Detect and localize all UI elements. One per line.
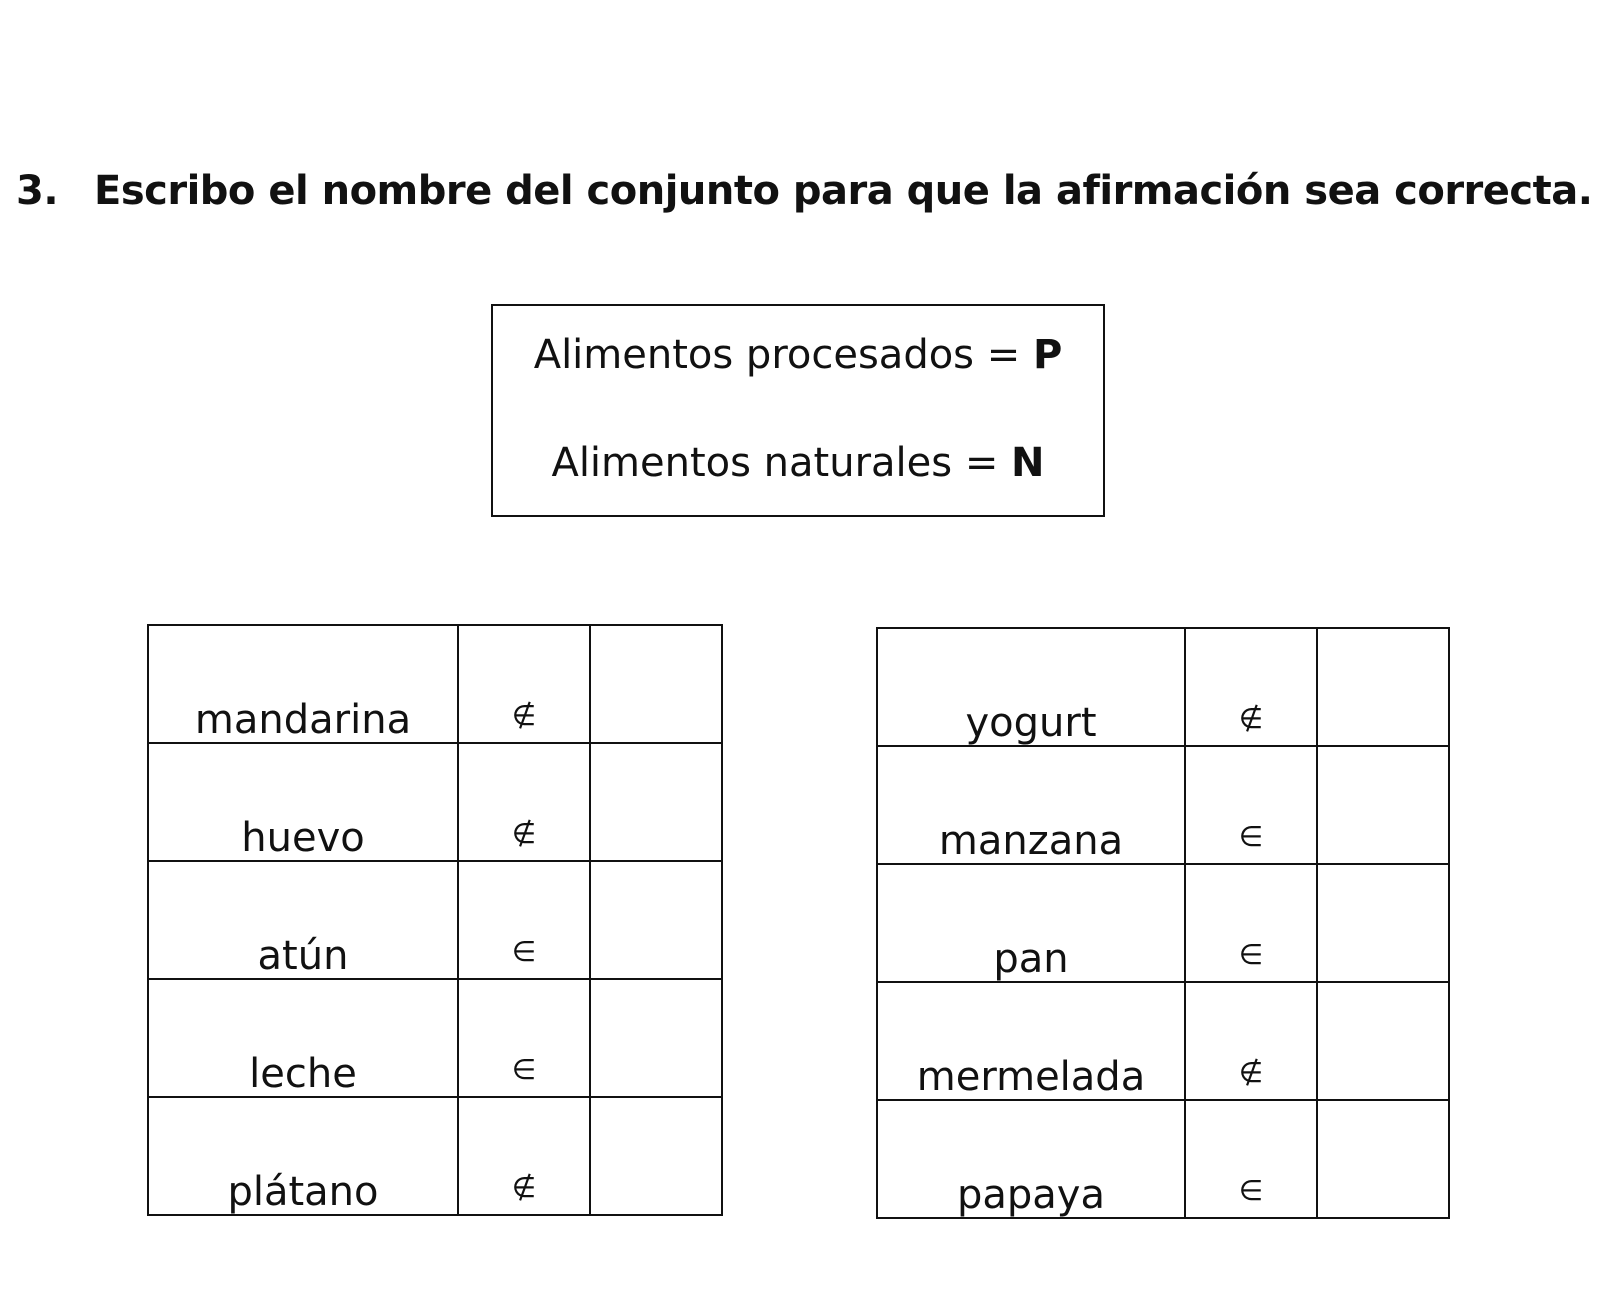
set-legend-box [491, 304, 1105, 517]
answer-blank[interactable] [590, 743, 722, 861]
legend-symbol-processed: P [1032, 332, 1063, 378]
table-row [877, 1100, 1449, 1218]
relation-symbol: ∈ [1185, 864, 1317, 982]
food-name: pan [877, 864, 1185, 982]
answer-blank[interactable] [590, 1097, 722, 1215]
food-name: yogurt [877, 628, 1185, 746]
food-name: manzana [877, 746, 1185, 864]
exercise-number: 3. [16, 168, 59, 214]
legend-symbol-natural: N [1011, 440, 1045, 486]
exercise-heading [16, 168, 1596, 214]
table-row [877, 864, 1449, 982]
food-name: huevo [148, 743, 458, 861]
food-name: leche [148, 979, 458, 1097]
answer-blank[interactable] [1317, 1100, 1449, 1218]
answer-blank[interactable] [1317, 864, 1449, 982]
relation-symbol: ∈ [1185, 1100, 1317, 1218]
table-row [877, 982, 1449, 1100]
table-row [148, 979, 722, 1097]
table-row [148, 1097, 722, 1215]
relation-symbol: ∈ [458, 979, 590, 1097]
membership-table-right [876, 627, 1450, 1219]
table-row [877, 628, 1449, 746]
answer-blank[interactable] [590, 625, 722, 743]
exercise-instruction: Escribo el nombre del conjunto para que la afirmación sea correcta. [94, 168, 1593, 214]
legend-label-processed: Alimentos procesados = [533, 332, 1033, 378]
answer-blank[interactable] [1317, 628, 1449, 746]
relation-symbol: ∉ [458, 625, 590, 743]
table-row [148, 861, 722, 979]
relation-symbol: ∉ [1185, 982, 1317, 1100]
food-name: papaya [877, 1100, 1185, 1218]
relation-symbol: ∉ [1185, 628, 1317, 746]
food-name: mandarina [148, 625, 458, 743]
relation-symbol: ∉ [458, 1097, 590, 1215]
answer-blank[interactable] [1317, 746, 1449, 864]
food-name: atún [148, 861, 458, 979]
legend-line-natural [493, 440, 1103, 486]
legend-label-natural: Alimentos naturales = [551, 440, 1012, 486]
food-name: plátano [148, 1097, 458, 1215]
table-row [148, 625, 722, 743]
answer-blank[interactable] [590, 979, 722, 1097]
membership-table-left [147, 624, 723, 1216]
relation-symbol: ∈ [1185, 746, 1317, 864]
legend-line-processed [493, 332, 1103, 378]
table-row [148, 743, 722, 861]
answer-blank[interactable] [1317, 982, 1449, 1100]
answer-blank[interactable] [590, 861, 722, 979]
relation-symbol: ∉ [458, 743, 590, 861]
relation-symbol: ∈ [458, 861, 590, 979]
food-name: mermelada [877, 982, 1185, 1100]
table-row [877, 746, 1449, 864]
